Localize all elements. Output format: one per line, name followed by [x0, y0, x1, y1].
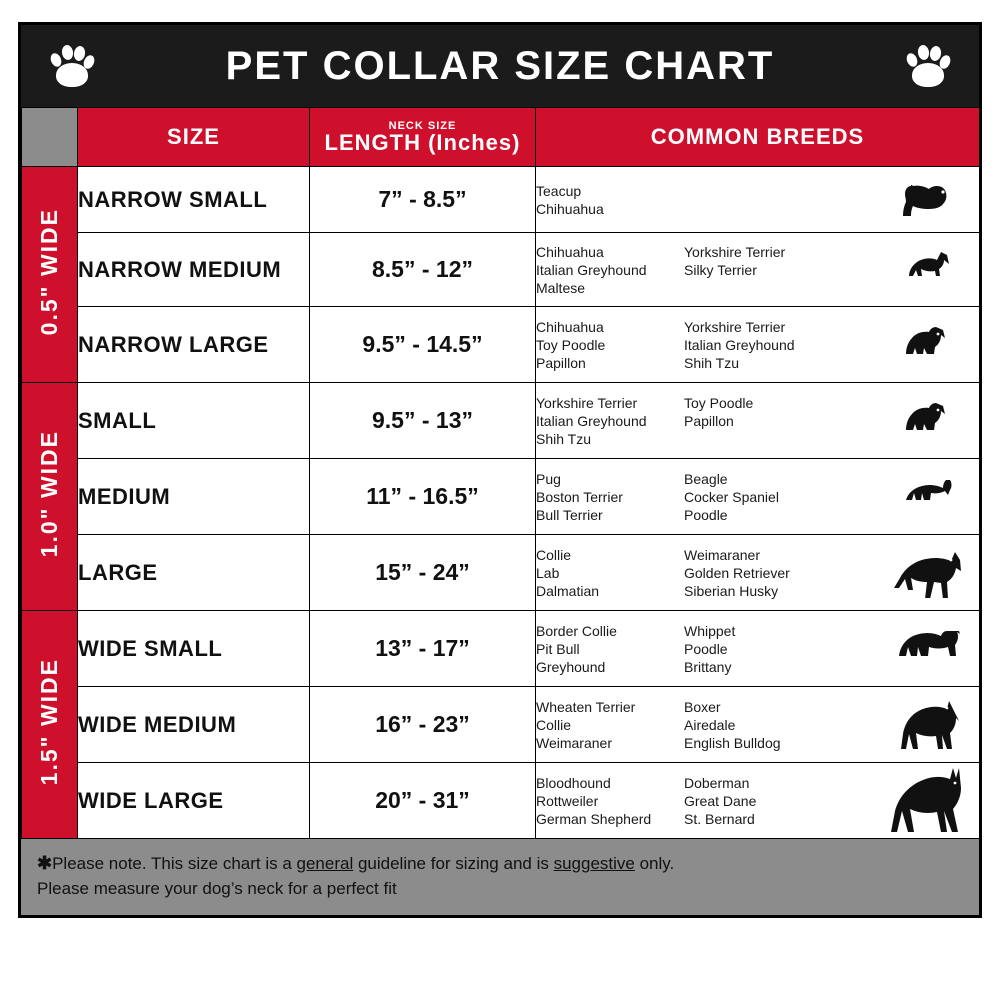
breed-item: Shih Tzu [536, 430, 591, 447]
pet-collar-size-chart [18, 22, 982, 918]
size-label: NARROW LARGE [78, 307, 310, 383]
breed-item: Collie [536, 546, 572, 563]
bulldog-dog-icon [875, 625, 979, 673]
table-row [22, 535, 980, 611]
breed-item: German Shepherd [536, 810, 652, 827]
breed-item: Airedale [684, 716, 736, 733]
footer-underline-suggestive: suggestive [553, 854, 635, 873]
breeds-column-1 [536, 622, 684, 676]
retriever-dog-icon [875, 548, 979, 598]
footer-text-b: guideline for sizing and is [353, 854, 554, 873]
breeds-cell [536, 459, 980, 535]
breeds-cell [536, 307, 980, 383]
table-row [22, 611, 980, 687]
breeds-column-2 [684, 470, 834, 524]
breed-item: Weimaraner [684, 546, 760, 563]
breed-item: Poodle [684, 640, 728, 657]
breed-item: Boxer [684, 698, 721, 715]
breed-item: Great Dane [684, 792, 757, 809]
breeds-column-2 [684, 698, 834, 752]
breed-item: Border Collie [536, 622, 617, 639]
breed-item: Beagle [684, 470, 728, 487]
chart-header [21, 25, 979, 107]
length-value: 9.5” - 13” [310, 383, 536, 459]
breeds-column-1 [536, 774, 684, 828]
breed-item: Bloodhound [536, 774, 611, 791]
breed-item: Wheaten Terrier [536, 698, 636, 715]
breed-item: Siberian Husky [684, 582, 779, 599]
length-value: 20” - 31” [310, 763, 536, 839]
column-header-breeds: COMMON BREEDS [536, 108, 980, 167]
length-value: 11” - 16.5” [310, 459, 536, 535]
width-group-label: 1.5" WIDE [36, 658, 62, 786]
breed-item: Chihuahua [536, 318, 604, 335]
breeds-cell [536, 687, 980, 763]
footer-underline-general: general [296, 854, 354, 873]
page-title: PET COLLAR SIZE CHART [225, 43, 775, 88]
size-label: NARROW MEDIUM [78, 233, 310, 307]
length-value: 13” - 17” [310, 611, 536, 687]
breed-item: Yorkshire Terrier [684, 243, 786, 260]
breed-item: Italian Greyhound [536, 412, 647, 429]
table-row [22, 307, 980, 383]
breeds-column-2 [684, 774, 834, 828]
breed-item: Toy Poodle [536, 336, 606, 353]
table-row [22, 763, 980, 839]
breeds-column-2 [684, 546, 834, 600]
breeds-column-1 [536, 394, 684, 448]
breeds-column-1 [536, 318, 684, 372]
breed-item: English Bulldog [684, 734, 781, 751]
breed-item: Toy Poodle [684, 394, 754, 411]
table-row [22, 167, 980, 233]
length-value: 7” - 8.5” [310, 167, 536, 233]
breed-item: Whippet [684, 622, 736, 639]
papillon-dog-icon [875, 397, 979, 445]
table-row [22, 687, 980, 763]
chihuahua-dog-icon [875, 246, 979, 294]
breed-item: Maltese [536, 279, 586, 296]
breed-item: Golden Retriever [684, 564, 790, 581]
breed-item: Doberman [684, 774, 750, 791]
asterisk-icon: ✱ [37, 853, 53, 873]
breeds-cell [536, 167, 980, 233]
footer-line-1 [37, 851, 963, 876]
width-group-cell [22, 167, 78, 383]
column-header-length-sub: NECK SIZE [388, 119, 457, 132]
breed-item: Lab [536, 564, 560, 581]
breeds-column-2 [684, 622, 834, 676]
breed-item: Italian Greyhound [536, 261, 647, 278]
size-label: MEDIUM [78, 459, 310, 535]
breed-item: Yorkshire Terrier [536, 394, 638, 411]
doberman-dog-icon [875, 766, 979, 836]
breed-item: Chihuahua [536, 243, 604, 260]
table-row [22, 233, 980, 307]
breeds-column-1 [536, 243, 684, 297]
length-value: 9.5” - 14.5” [310, 307, 536, 383]
boxer-dog-icon [875, 699, 979, 751]
column-header-width [22, 108, 78, 167]
width-group-cell [22, 611, 78, 839]
breed-item: Collie [536, 716, 572, 733]
breeds-cell [536, 611, 980, 687]
width-group-label: 1.0" WIDE [36, 430, 62, 558]
pug-dog-icon [875, 476, 979, 518]
breed-item: Yorkshire Terrier [684, 318, 786, 335]
breed-item: Papillon [684, 412, 734, 429]
breed-item: Rottweiler [536, 792, 599, 809]
width-group-label: 0.5" WIDE [36, 208, 62, 336]
breeds-column-2 [684, 318, 834, 372]
breeds-column-2 [684, 394, 834, 448]
yorkie-dog-icon [875, 178, 979, 222]
breed-item: Teacup [536, 182, 582, 199]
width-group-cell [22, 383, 78, 611]
breeds-cell [536, 233, 980, 307]
breeds-cell [536, 763, 980, 839]
length-value: 15” - 24” [310, 535, 536, 611]
breed-item: Shih Tzu [684, 354, 739, 371]
breeds-column-1 [536, 470, 684, 524]
breed-item: Pug [536, 470, 561, 487]
breed-item: Papillon [536, 354, 586, 371]
table-header-row [22, 108, 980, 167]
table-row [22, 459, 980, 535]
breeds-cell [536, 383, 980, 459]
footer-note [21, 839, 979, 915]
breed-item: Italian Greyhound [684, 336, 795, 353]
table-row [22, 383, 980, 459]
size-label: WIDE LARGE [78, 763, 310, 839]
breeds-column-2 [684, 182, 834, 218]
size-table [21, 107, 980, 839]
paw-icon [905, 41, 951, 91]
breed-item: Cocker Spaniel [684, 488, 779, 505]
breed-item: Pit Bull [536, 640, 580, 657]
footer-line-2: Please measure your dog’s neck for a perfect fit [37, 879, 397, 898]
paw-icon [49, 41, 95, 91]
size-label: WIDE SMALL [78, 611, 310, 687]
size-label: WIDE MEDIUM [78, 687, 310, 763]
column-header-length-main: LENGTH (Inches) [324, 129, 521, 155]
breed-item: Brittany [684, 658, 732, 675]
column-header-size: SIZE [78, 108, 310, 167]
breeds-column-2 [684, 243, 834, 297]
breeds-column-1 [536, 546, 684, 600]
breeds-cell [536, 535, 980, 611]
size-label: SMALL [78, 383, 310, 459]
size-label: LARGE [78, 535, 310, 611]
breed-item: Chihuahua [536, 200, 604, 217]
breed-item: Bull Terrier [536, 506, 603, 523]
breed-item: Weimaraner [536, 734, 612, 751]
breed-item: Poodle [684, 506, 728, 523]
breeds-column-1 [536, 698, 684, 752]
footer-text-c: only. [634, 854, 675, 873]
papillon-dog-icon [875, 321, 979, 369]
footer-text-a: Please note. This size chart is a [52, 854, 297, 873]
breeds-column-1 [536, 182, 684, 218]
breed-item: Boston Terrier [536, 488, 623, 505]
length-value: 8.5” - 12” [310, 233, 536, 307]
breed-item: Dalmatian [536, 582, 600, 599]
breed-item: St. Bernard [684, 810, 755, 827]
breed-item: Greyhound [536, 658, 606, 675]
size-label: NARROW SMALL [78, 167, 310, 233]
column-header-length [310, 108, 536, 167]
breed-item: Silky Terrier [684, 261, 757, 278]
length-value: 16” - 23” [310, 687, 536, 763]
